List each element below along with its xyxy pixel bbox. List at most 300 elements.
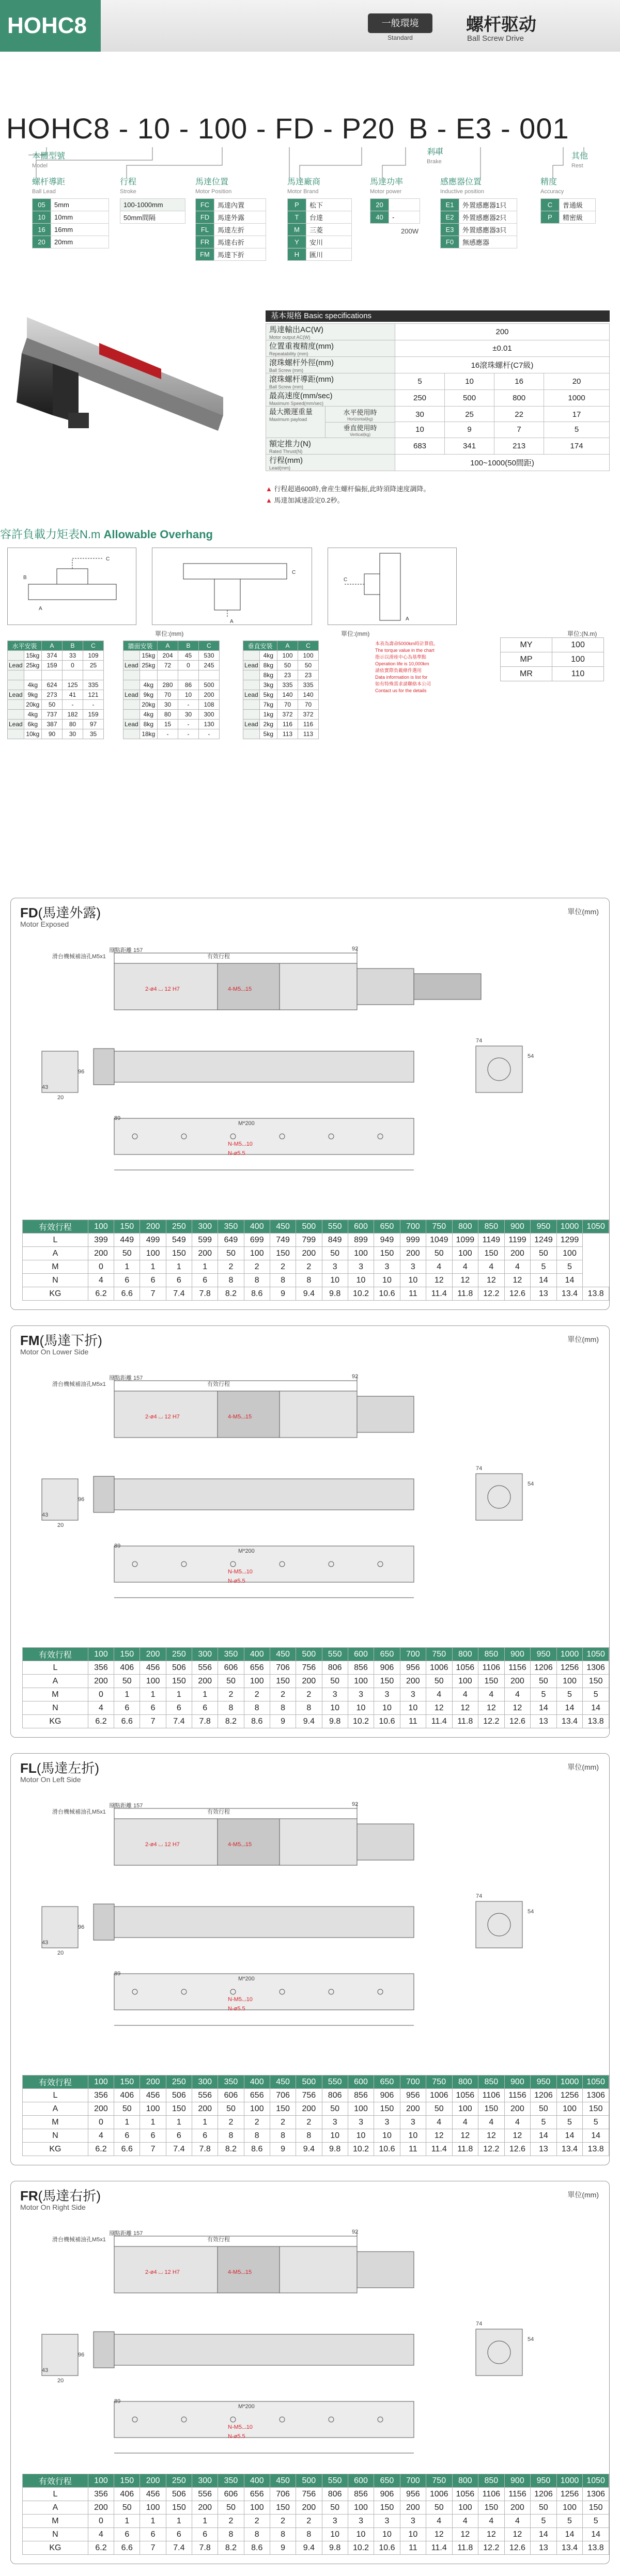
- stroke-cell: 1: [192, 1260, 218, 1274]
- table-row: [23, 1274, 609, 1287]
- stroke-cell: 6.2: [88, 2143, 114, 2156]
- dimension-label: 54: [528, 1909, 534, 1915]
- code-motor-pos: FD: [275, 112, 315, 145]
- power-note: 200W: [401, 227, 419, 235]
- stroke-cell: 13.4: [556, 2541, 583, 2555]
- stroke-cell: 11.4: [426, 2143, 452, 2156]
- section-subtitle: Motor Exposed: [20, 920, 69, 928]
- dimension-label: 74: [476, 2321, 483, 2327]
- stroke-cell: 10.2: [348, 1715, 374, 1728]
- label-rest: 其他 Rest: [571, 152, 588, 169]
- stroke-cell: 200: [192, 1247, 218, 1260]
- section-title: FD(馬達外露): [20, 905, 101, 920]
- overhang-cell: 204: [158, 651, 178, 661]
- stroke-cell: 706: [270, 1661, 296, 1675]
- overhang-cell: 4kg: [24, 710, 41, 720]
- spec-power-label: 馬達輸出AC(W) Motor output AC(W): [266, 324, 395, 340]
- stroke-cell: 7.4: [166, 2143, 192, 2156]
- stroke-cell: 200: [88, 2501, 114, 2515]
- overhang-cell: Lead: [8, 690, 24, 700]
- stroke-cell: 556: [192, 2488, 218, 2501]
- table-row: [23, 1260, 609, 1274]
- stroke-header-cell: 1050: [583, 2474, 609, 2488]
- stroke-cell: 14: [556, 2528, 583, 2541]
- stroke-cell: A: [23, 2501, 88, 2515]
- overhang-cell: 1kg: [259, 710, 277, 720]
- svg-text:A: A: [230, 619, 234, 625]
- stroke-cell: 50: [426, 2501, 452, 2515]
- stroke-header-cell: 600: [348, 1220, 374, 1234]
- overhang-cell: 3kg: [259, 680, 277, 690]
- overhang-header-cell: C: [298, 641, 319, 651]
- stroke-cell: 6.6: [114, 1287, 140, 1301]
- stroke-cell: 50: [114, 2501, 140, 2515]
- order-code: [0, 112, 620, 145]
- stroke-header-cell: 400: [244, 2075, 270, 2089]
- stroke-cell: 9.4: [296, 1715, 322, 1728]
- overhang-cell: 280: [158, 680, 178, 690]
- product-photo: [6, 307, 249, 462]
- stroke-cell: M: [23, 2116, 88, 2129]
- stroke-cell: 1156: [504, 2488, 531, 2501]
- stroke-header-cell: 900: [504, 1220, 531, 1234]
- stroke-cell: 200: [504, 1247, 531, 1260]
- stroke-header-cell: 250: [166, 1220, 192, 1234]
- overhang-cell: Lead: [243, 690, 260, 700]
- overhang-cell: 335: [277, 680, 298, 690]
- stroke-cell: 556: [192, 1661, 218, 1675]
- stroke-header-cell: 750: [426, 2075, 452, 2089]
- svg-text:A: A: [39, 606, 42, 612]
- overhang-cell: 200: [199, 690, 220, 700]
- stroke-cell: 10: [348, 1274, 374, 1287]
- overhang-cell: [8, 710, 24, 720]
- stroke-cell: 150: [166, 2501, 192, 2515]
- section-title: FR(馬達右折): [20, 2188, 101, 2204]
- table-row: [23, 1675, 609, 1688]
- stroke-header-cell: 450: [270, 1648, 296, 1661]
- stroke-cell: 6: [166, 1274, 192, 1287]
- stroke-cell: 12: [478, 1701, 505, 1715]
- stroke-cell: 956: [400, 2089, 426, 2102]
- stroke-cell: 50: [426, 1247, 452, 1260]
- stroke-cell: 150: [478, 1247, 505, 1260]
- overhang-cell: 25kg: [24, 661, 41, 670]
- stroke-cell: 456: [140, 2488, 166, 2501]
- overhang-cell: 15kg: [24, 651, 41, 661]
- overhang-cell: 372: [298, 710, 319, 720]
- overhang-cell: 45: [178, 651, 199, 661]
- stroke-cell: 756: [296, 2488, 322, 2501]
- stroke-cell: 12.2: [478, 2541, 505, 2555]
- stroke-cell: N: [23, 1701, 88, 1715]
- spec-note-1: ▲ 行程超過600時,會産生螺杆偏振,此時須降速度調降。: [266, 485, 430, 493]
- overhang-row: [8, 670, 104, 680]
- dimension-label: 43: [42, 1940, 49, 1946]
- overhang-cell: [158, 670, 178, 680]
- overhang-cell: [199, 670, 220, 680]
- stroke-cell: 150: [478, 2501, 505, 2515]
- stroke-cell: 7: [140, 1715, 166, 1728]
- stroke-cell: 12: [504, 2129, 531, 2143]
- overhang-cell: 130: [199, 720, 220, 729]
- stroke-cell: 14: [531, 2129, 557, 2143]
- dimension-label: N-ø5.5: [228, 1150, 245, 1157]
- label-model: 本體型號 Model: [32, 152, 66, 169]
- stroke-header-cell: 800: [452, 1648, 478, 1661]
- stroke-cell: KG: [23, 2541, 88, 2555]
- overhang-cell: 100: [298, 651, 319, 661]
- stroke-cell: 10: [322, 2129, 348, 2143]
- stroke-header-cell: 500: [296, 2075, 322, 2089]
- stroke-cell: 100: [348, 2102, 374, 2116]
- stroke-cell: 13: [531, 2143, 557, 2156]
- stroke-header-cell: 650: [374, 2075, 400, 2089]
- mount-wall-drawing: [152, 548, 312, 625]
- stroke-cell: 10: [374, 2129, 400, 2143]
- dimension-label: M*200: [238, 2403, 255, 2410]
- stroke-cell: 50: [322, 1247, 348, 1260]
- label-motor-brand: 馬達廠商 Motor Brand: [287, 178, 321, 195]
- stroke-cell: 1049: [426, 1234, 452, 1247]
- stroke-cell: 856: [348, 2488, 374, 2501]
- overhang-row: [123, 670, 220, 680]
- mount-horizontal-drawing: [7, 548, 136, 625]
- stroke-cell: 6: [114, 2129, 140, 2143]
- stroke-cell: 4: [88, 1274, 114, 1287]
- stroke-cell: 5: [556, 2515, 583, 2528]
- dimension-label: 滑台機械補油孔M5x1: [52, 1381, 106, 1387]
- stroke-cell: 1: [114, 2116, 140, 2129]
- stroke-cell: 2: [218, 1688, 244, 1701]
- stroke-header-cell: 400: [244, 2474, 270, 2488]
- stroke-cell: 12: [452, 2129, 478, 2143]
- overhang-cell: 4kg: [140, 680, 157, 690]
- overhang-row: [8, 661, 104, 670]
- stroke-cell: 50: [218, 1247, 244, 1260]
- dimension-label: 2-ø4 ⌴ 12 H7: [145, 2269, 180, 2275]
- overhang-row: [8, 729, 104, 739]
- dimension-label: N-M5⌴10: [228, 2424, 253, 2430]
- stroke-cell: 4: [426, 1260, 452, 1274]
- overhang-cell: -: [178, 720, 199, 729]
- stroke-cell: 1106: [478, 2488, 505, 2501]
- stroke-header-cell: 1000: [556, 2075, 583, 2089]
- stroke-cell: 1249: [531, 1234, 557, 1247]
- code-lead: 10: [137, 112, 171, 145]
- stroke-cell: 6.2: [88, 1715, 114, 1728]
- overhang-cell: 18kg: [140, 729, 157, 739]
- stroke-header-cell: 600: [348, 2474, 374, 2488]
- stroke-cell: 12.2: [478, 1287, 505, 1301]
- stroke-header-cell: 650: [374, 1220, 400, 1234]
- stroke-cell: 8: [244, 2528, 270, 2541]
- overhang-header-cell: A: [158, 641, 178, 651]
- stroke-cell: 8.6: [244, 1715, 270, 1728]
- stroke-cell: 356: [88, 1661, 114, 1675]
- stroke-cell: 356: [88, 2488, 114, 2501]
- stroke-cell: 10.6: [374, 1715, 400, 1728]
- dimension-label: 89: [114, 1971, 121, 1977]
- stroke-cell: 499: [140, 1234, 166, 1247]
- table-row: [23, 1247, 609, 1260]
- stroke-header-cell: 150: [114, 2075, 140, 2089]
- overhang-cell: -: [63, 700, 83, 710]
- dimension-label: N-M5⌴10: [228, 1141, 253, 1147]
- stroke-cell: 9.4: [296, 1287, 322, 1301]
- stroke-cell: 14: [531, 2528, 557, 2541]
- stroke-header-cell: 350: [218, 2075, 244, 2089]
- overhang-cell: [8, 680, 24, 690]
- stroke-cell: 3: [400, 1688, 426, 1701]
- stroke-cell: 506: [166, 2089, 192, 2102]
- stroke-cell: 11.4: [426, 1715, 452, 1728]
- stroke-cell: 699: [244, 1234, 270, 1247]
- stroke-header-cell: 950: [531, 2474, 557, 2488]
- stroke-cell: 899: [348, 1234, 374, 1247]
- stroke-cell: 150: [270, 2102, 296, 2116]
- overhang-cell: [123, 680, 140, 690]
- code-sep: -: [437, 112, 447, 145]
- dimension-label: 96: [78, 1496, 85, 1503]
- stroke-cell: 10: [348, 2129, 374, 2143]
- stroke-cell: 4: [478, 2116, 505, 2129]
- overhang-cell: 8kg: [259, 670, 277, 680]
- stroke-header-cell: 1050: [583, 1648, 609, 1661]
- stroke-header-cell: 700: [400, 1220, 426, 1234]
- section-unit: 單位(mm): [567, 1763, 599, 1771]
- stroke-cell: 11.8: [452, 1287, 478, 1301]
- section-fl: [10, 1753, 610, 2165]
- overhang-row: [243, 651, 319, 661]
- overhang-unit-mm-2: 單位:(mm): [341, 630, 370, 637]
- stroke-cell: 14: [531, 1274, 557, 1287]
- dimension-label: 有效行程: [207, 1809, 230, 1815]
- overhang-cell: 25: [83, 661, 104, 670]
- stroke-cell: 6.2: [88, 2541, 114, 2555]
- stroke-cell: 11.4: [426, 2541, 452, 2555]
- stroke-cell: 11.4: [426, 1287, 452, 1301]
- overhang-cell: [243, 700, 260, 710]
- stroke-cell: 6: [140, 1274, 166, 1287]
- stroke-cell: 50: [531, 2102, 557, 2116]
- stroke-cell: 806: [322, 2488, 348, 2501]
- stroke-cell: 2: [244, 1260, 270, 1274]
- stroke-header-cell: 550: [322, 2075, 348, 2089]
- dimension-label: 89: [114, 1115, 121, 1121]
- stroke-cell: 1: [140, 2116, 166, 2129]
- stroke-cell: 10: [400, 2528, 426, 2541]
- stroke-cell: 756: [296, 2089, 322, 2102]
- stroke-cell: 150: [374, 2501, 400, 2515]
- stroke-cell: 956: [400, 2488, 426, 2501]
- dimension-label: 20: [57, 1522, 64, 1528]
- overhang-cell: 108: [199, 700, 220, 710]
- overhang-cell: 109: [83, 651, 104, 661]
- stroke-cell: KG: [23, 1715, 88, 1728]
- stroke-cell: 8: [218, 1701, 244, 1715]
- overhang-unit-mm: 單位:(mm): [155, 630, 184, 637]
- stroke-cell: N: [23, 2129, 88, 2143]
- overhang-cell: 530: [199, 651, 220, 661]
- stroke-cell: 14: [531, 1701, 557, 1715]
- stroke-cell: 5: [531, 2515, 557, 2528]
- overhang-row: [8, 651, 104, 661]
- stroke-cell: 14: [583, 2528, 609, 2541]
- stroke-cell: 7: [140, 2143, 166, 2156]
- standard-badge-en: Standard: [388, 34, 413, 41]
- stroke-header-cell: 100: [88, 1220, 114, 1234]
- stroke-cell: 1156: [504, 1661, 531, 1675]
- stroke-cell: N: [23, 2528, 88, 2541]
- stroke-cell: 150: [374, 1675, 400, 1688]
- stroke-cell: 6: [140, 2528, 166, 2541]
- stroke-header-cell: 850: [478, 1648, 505, 1661]
- stroke-cell: 200: [504, 1675, 531, 1688]
- dimension-label: 2-ø4 ⌴ 12 H7: [145, 1841, 180, 1848]
- stroke-header-cell: 350: [218, 2474, 244, 2488]
- overhang-cell: 335: [298, 680, 319, 690]
- dimension-label: 滑台機械補油孔M5x1: [52, 954, 106, 960]
- stroke-header-cell: 800: [452, 2474, 478, 2488]
- stroke-cell: 606: [218, 1661, 244, 1675]
- stroke-cell: 100: [452, 2102, 478, 2116]
- code-sep: -: [323, 112, 333, 145]
- overhang-cell: 25kg: [140, 661, 157, 670]
- dimension-label: 43: [42, 2367, 49, 2374]
- stroke-cell: 200: [400, 1247, 426, 1260]
- overhang-row: [123, 651, 220, 661]
- overhang-row: [123, 710, 220, 720]
- overhang-row: [123, 680, 220, 690]
- stroke-cell: 5: [531, 1688, 557, 1701]
- stroke-header-cell: 250: [166, 2474, 192, 2488]
- table-row: [23, 1234, 609, 1247]
- stroke-cell: 8.2: [218, 1287, 244, 1301]
- stroke-cell: 1306: [583, 2488, 609, 2501]
- stroke-cell: 11.8: [452, 2143, 478, 2156]
- stroke-cell: 2: [296, 1688, 322, 1701]
- overhang-cell: 30: [178, 710, 199, 720]
- svg-text:A: A: [406, 616, 409, 622]
- overhang-cell: 5kg: [259, 729, 277, 739]
- stroke-cell: 50: [322, 2501, 348, 2515]
- stroke-cell: 1: [114, 2515, 140, 2528]
- stroke-cell: 150: [270, 1247, 296, 1260]
- stroke-cell: 50: [218, 2501, 244, 2515]
- stroke-header-cell: 400: [244, 1648, 270, 1661]
- dimension-label: 43: [42, 1512, 49, 1518]
- stroke-cell: 150: [478, 2102, 505, 2116]
- overhang-row: [123, 661, 220, 670]
- overhang-vertical-table: [243, 641, 319, 739]
- page-header: [0, 0, 620, 52]
- stroke-cell: 3: [374, 2515, 400, 2528]
- stroke-cell: 50: [114, 1247, 140, 1260]
- overhang-cell: 4kg: [259, 651, 277, 661]
- stroke-header-cell: 750: [426, 1220, 452, 1234]
- label-power: 馬達功率 Motor power: [370, 178, 404, 195]
- dimension-label: 54: [528, 2336, 534, 2343]
- stroke-cell: 8: [296, 1701, 322, 1715]
- power-options: 20 40 -: [370, 198, 420, 224]
- stroke-cell: 10.6: [374, 2541, 400, 2555]
- table-row: [23, 2129, 609, 2143]
- stroke-header-cell: 550: [322, 2474, 348, 2488]
- dimension-label: 原點距離 157: [109, 947, 143, 954]
- stroke-header-cell: 250: [166, 1648, 192, 1661]
- overhang-cell: [243, 710, 260, 720]
- stroke-cell: 9.8: [322, 1715, 348, 1728]
- stroke-cell: 150: [166, 2102, 192, 2116]
- section-fr: [10, 2181, 610, 2564]
- overhang-cell: [123, 710, 140, 720]
- stroke-cell: 1: [166, 2116, 192, 2129]
- stroke-cell: 1006: [426, 2488, 452, 2501]
- stroke-cell: 50: [531, 2501, 557, 2515]
- stroke-header-cell: 750: [426, 2474, 452, 2488]
- overhang-row: [243, 710, 319, 720]
- stroke-cell: 4: [88, 2129, 114, 2143]
- stroke-cell: 50: [322, 2102, 348, 2116]
- stroke-cell: 606: [218, 2089, 244, 2102]
- code-stroke: 100: [197, 112, 248, 145]
- lead-options: 05 5mm 10 10mm 16 16mm 20 20mm: [32, 198, 109, 248]
- spec-note-2: ▲ 馬達加減速設定0.2秒。: [266, 496, 344, 504]
- stroke-cell: 8: [218, 1274, 244, 1287]
- section-subtitle: Motor On Right Side: [20, 2203, 86, 2211]
- stroke-cell: 3: [400, 2515, 426, 2528]
- stroke-cell: 100: [348, 1247, 374, 1260]
- stroke-cell: 7.8: [192, 2143, 218, 2156]
- stroke-cell: 8.2: [218, 2541, 244, 2555]
- stroke-cell: 399: [88, 1234, 114, 1247]
- overhang-cell: 372: [277, 710, 298, 720]
- stroke-cell: 8: [270, 2129, 296, 2143]
- stroke-cell: 5: [556, 1688, 583, 1701]
- stroke-cell: 8: [218, 2129, 244, 2143]
- overhang-cell: 72: [158, 661, 178, 670]
- dimension-label: 89: [114, 1543, 121, 1549]
- stroke-cell: 8: [270, 1701, 296, 1715]
- stroke-cell: 10: [348, 2528, 374, 2541]
- overhang-cell: 100: [277, 651, 298, 661]
- stroke-cell: 7: [140, 1287, 166, 1301]
- dimension-label: 原點距離 157: [109, 1375, 143, 1381]
- header-subtitle: Ball Screw Drive: [467, 34, 524, 43]
- section-subtitle: Motor On Lower Side: [20, 1348, 89, 1356]
- stroke-cell: 100: [244, 1247, 270, 1260]
- dimension-label: 滑台機械補油孔M5x1: [52, 1809, 106, 1815]
- stroke-cell: 6: [114, 1701, 140, 1715]
- overhang-header-cell: A: [42, 641, 63, 651]
- moment-table: MY 100 MP 100 MR 110: [500, 637, 604, 681]
- stroke-cell: 856: [348, 2089, 374, 2102]
- stroke-cell: 11: [400, 2541, 426, 2555]
- overhang-cell: [123, 729, 140, 739]
- stroke-cell: 656: [244, 2488, 270, 2501]
- stroke-header-cell: 900: [504, 1648, 531, 1661]
- table-row: [23, 2089, 609, 2102]
- stroke-cell: 10.2: [348, 2541, 374, 2555]
- dimension-label: 20: [57, 1095, 64, 1101]
- stroke-cell: 12: [478, 1274, 505, 1287]
- overhang-header-cell: C: [199, 641, 220, 651]
- stroke-cell: 11: [400, 1287, 426, 1301]
- dimension-label: 74: [476, 1465, 483, 1472]
- stroke-cell: 12.2: [478, 2143, 505, 2156]
- stroke-header-cell: 600: [348, 1648, 374, 1661]
